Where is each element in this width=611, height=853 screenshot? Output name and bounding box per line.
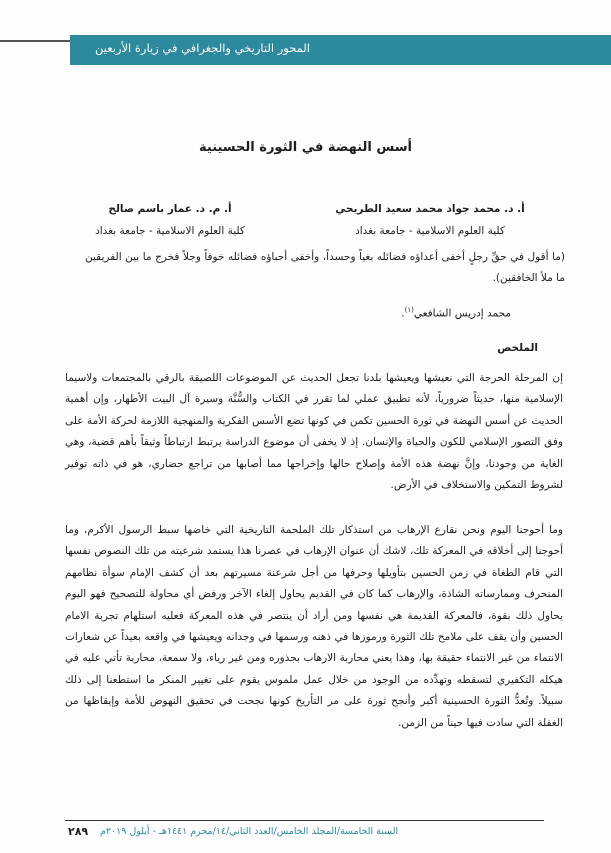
abstract-paragraph-1: إن المرحلة الحرجة التي نعيشها ويعيشها بلدنا تجعل الحديث عن الموضوعات اللصيقة بالرقي بالمجتمعات ولاسيما الإسلامية منها، حديثاً ضرورياً، لأنه تطبيق عملي لما تقرر في الكتاب والسُّنَّة وسيرة آل البيت الأطهار، وإن أهمية الحديث عن أسس النهضة في ثورة الحسين تكمن في كونها تضع الأسس الفكرية والمنهجية اللازمة لحركة الأمة على وفق التصور الإسلامي للكون والحياة والإنسان. إذ لا يخفى أن موضوع الدراسة يرتبط ارتباطاً وثيقاً بأهم قضية، وهي الغاية من وجودنا، وإنَّ نهضة هذه الأمة وإصلاح حالها وإخراجها مما أصابها من تراجع حضاري، هو في ذاته توفير لشروط التمكين والاستخلاف في الأرض. [65, 372, 563, 492]
abstract-paragraph-2: وما أحوجنا اليوم ونحن نقارع الإرهاب من استذكار تلك الملحمة التاريخية التي خاضها سبط الرسول الأكرم، وما أحوجنا إلى أخلاقه في المعركة تلك، لاشك أن عنوان الإرهاب في عصرنا هذا يستمد شرعيته من تلك النصوص نفسها التي قام الطغاة في زمن الحسين بتأويلها وحرفها من أجل شرعنة مسيرتهم بعد أن كشف الإمام سوأة نظامهم المنحرف وممارساته الشاذة، والإرهاب كما كان في القديم يحاول إلغاء الآخر ورفض أي محاولة للتصحيح فهو اليوم يحاول ذلك بقوة، فالمعركة القديمة هي نفسها ومن أراد أن ينتصر في هذه المعركة فعليه استلهام تجربة الامام الحسين وأن يقف على ملامح تلك الثورة ورموزها في ذهنه ورسمها في وجدانه ويعيشها في واقعه بعيداً عن شعارات الانتماء من غير الانتماء حقيقة بها، وهذا يعني محاربة الارهاب بجذوره ومن غير رياء، ولا سمعة، محاربة تأتي عليه في هيكله التكفيري لتسقطه وتهدِّده من الوجود من خلال عمل ملموس يقوم على تغيير المنكر ما استطعنا إلى ذلك سبيلاً. وتُعدُّ الثورة الحسينية أكبر وأنجح ثورة على مر التأريخ كونها نجحت في تحقيق النهوض للأمة وإيقاظها من الغفلة التي سادت فيها حيناً من الزمن. [65, 524, 563, 729]
author-name: أ. م. د. عمار باسم صالح [108, 203, 232, 215]
abstract-heading: الملخص [497, 342, 538, 354]
epigraph: (ما أقول في حقِّ رجلٍ أخفى أعداؤه فضائله بغياً وحسداً، وأخفى أحباؤه فضائله خوفاً وجلاً فخرج ما بين الفريقين ما ملأ الخافقين). [85, 251, 565, 284]
page-number: ٢٨٩ [68, 825, 89, 838]
running-title: المحور التاريخي والجغرافي في زيارة الأربعين [94, 41, 310, 55]
author-block-1 [300, 198, 560, 242]
author-affiliation: كلية العلوم الاسلامية - جامعة بغداد [95, 225, 245, 237]
header-rule [0, 40, 70, 42]
journal-info: السنة الخامسة/المجلد الخامس/العدد الثاني/١٤/محرم ١٤٤١هـ - أيلول ٢٠١٩م [100, 826, 399, 837]
epigraph-source: محمد إدريس الشافعي$^{(١)}$. [401, 306, 511, 320]
author-block-2 [70, 198, 270, 242]
running-header [70, 35, 611, 65]
footer-rule [65, 820, 544, 821]
footnote-marker[interactable]: (١) [404, 306, 414, 314]
author-name: أ. د. محمد جواد محمد سعيد الطريحي [335, 203, 525, 215]
author-affiliation: كلية العلوم الاسلامية - جامعة بغداد [355, 225, 505, 237]
article-title: أسس النهضة في الثورة الحسينية [199, 140, 412, 155]
epigraph-author: محمد إدريس الشافعي [413, 307, 511, 320]
